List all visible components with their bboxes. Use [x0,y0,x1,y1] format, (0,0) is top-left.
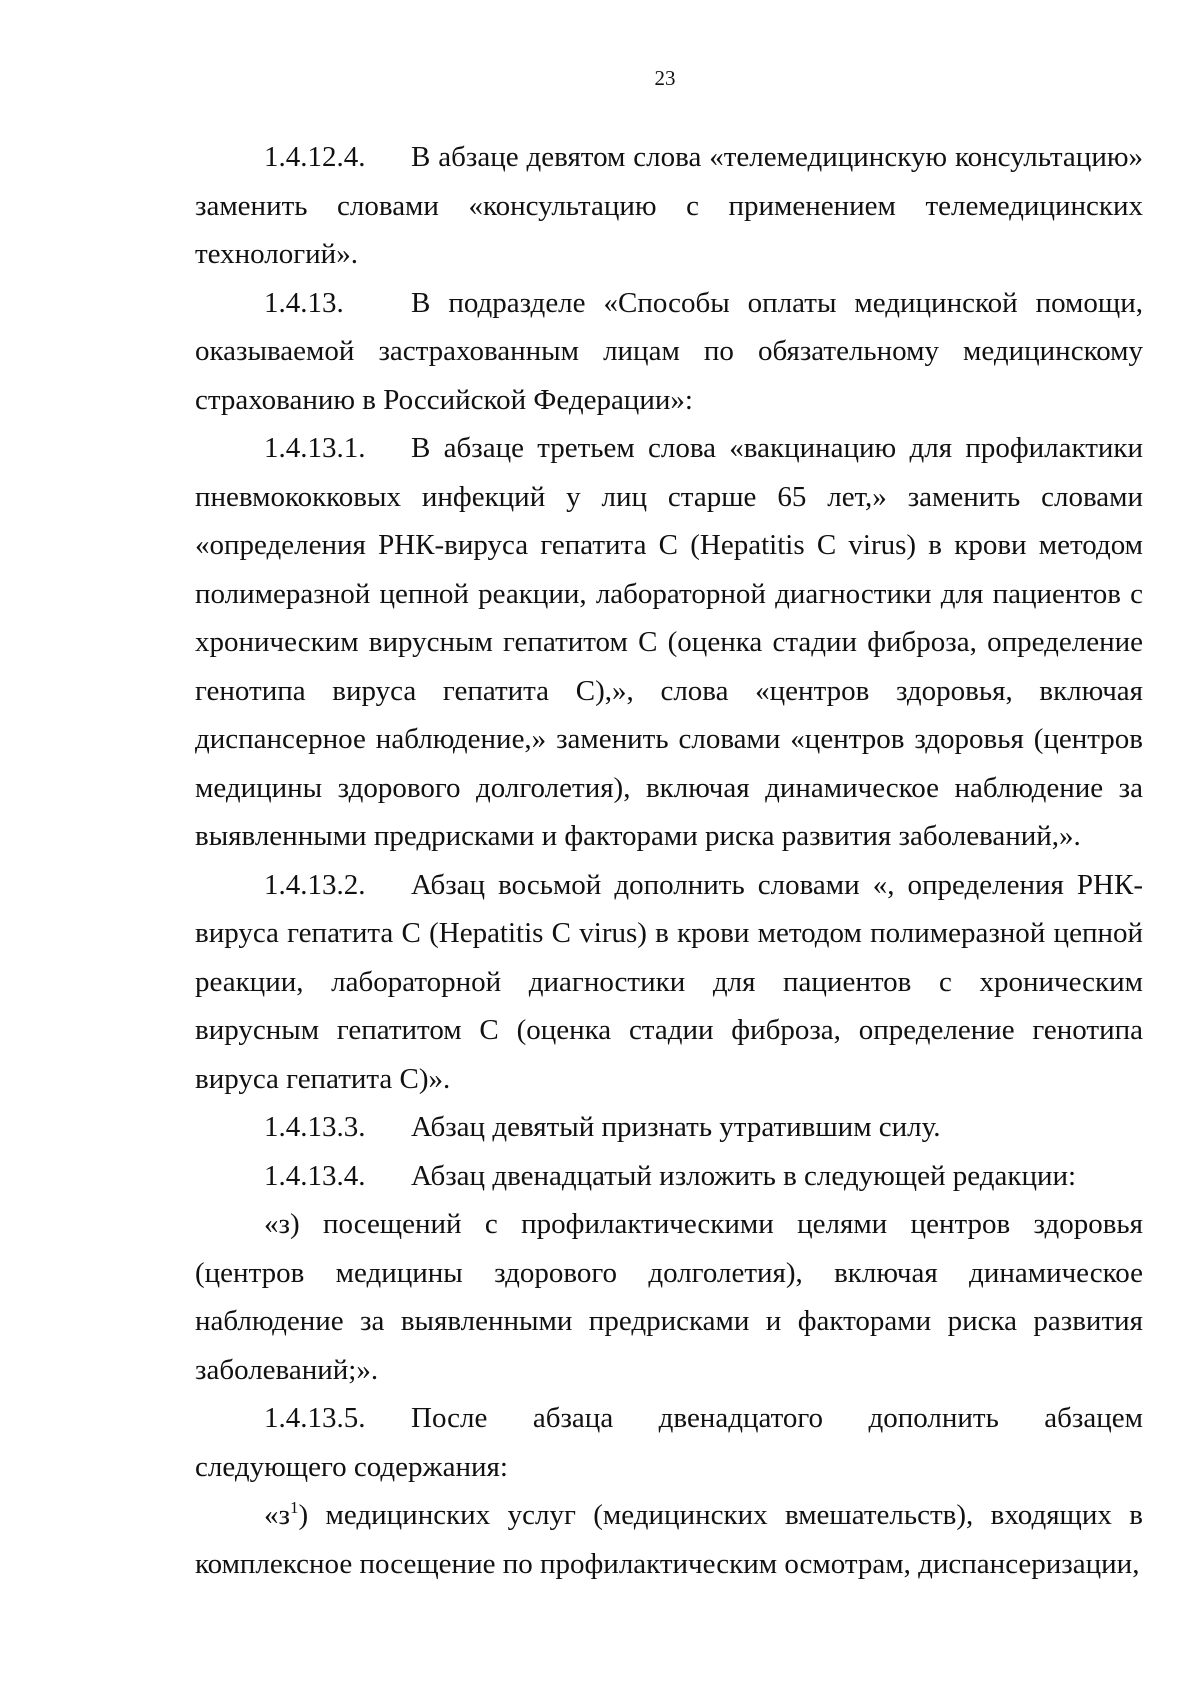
clause-number: 1.4.13.3. [264,1111,366,1143]
paragraph-text: ) медицинских услуг (медицинских вмешательств), входящих в комплексное посещение по профилактическим осмотрам, диспансеризации, [195,1499,1143,1580]
paragraph-text: После абзаца двенадцатого дополнить абзацем следующего содержания: [195,1402,1143,1483]
paragraph-1-4-13 [195,279,1143,425]
superscript: 1 [289,1498,299,1517]
clause-number: 1.4.12.4. [264,141,366,173]
paragraph-1-4-13-3 [195,1103,1143,1152]
paragraph-1-4-13-2 [195,861,1143,1104]
paragraph-text: В подразделе «Способы оплаты медицинской помощи, оказываемой застрахованным лицам по обязательному медицинскому страхованию в Российской Федерации»: [195,286,1143,416]
paragraph-1-4-13-4 [195,1152,1143,1201]
paragraph-text: Абзац восьмой дополнить словами «, определения РНК-вируса гепатита С (Hepatitis C virus) в крови методом полимеразной цепной реакции, лабораторной диагностики для пациентов с хроническим вирусным гепатитом С (оценка стадии фиброза, определение генотипа вируса гепатита С)». [195,868,1143,1095]
page-number: 23 [654,66,676,90]
paragraph-text: В абзаце третьем слова «вакцинацию для профилактики пневмококковых инфекций у лиц старше 65 лет,» заменить словами «определения РНК-вируса гепатита С (Hepatitis C virus) в крови методом полимеразной цепной реакции, лабораторной диагностики для пациентов с хроническим вирусным гепатитом С (оценка стадии фиброза, определение генотипа вируса гепатита С),», слова «центров здоровья, включая диспансерное наблюдение,» заменить словами «центров здоровья (центров медицины здорового долголетия), включая динамическое наблюдение за выявленными предрисками и факторами риска развития заболеваний,». [195,432,1143,852]
paragraph-1-4-13-5 [195,1394,1143,1491]
clause-number: 1.4.13.2. [264,868,366,901]
paragraph-text: В абзаце девятом слова «телемедицинскую консультацию» заменить словами «консультацию с применением телемедицинских технологий». [195,141,1143,270]
paragraph-quote-z1 [195,1491,1143,1588]
clause-number: 1.4.13.5. [264,1402,366,1434]
document-body [195,133,1143,1588]
clause-number: 1.4.13.4. [264,1159,366,1192]
paragraph-1-4-13-1 [195,424,1143,861]
paragraph-text: Абзац девятый признать утратившим силу. [411,1111,941,1143]
paragraph-1-4-12-4 [195,133,1143,279]
clause-number: 1.4.13.1. [264,432,366,464]
paragraph-quote-z [195,1200,1143,1394]
paragraph-text: Абзац двенадцатый изложить в следующей редакции: [411,1159,1077,1192]
paragraph-text: «з) посещений с профилактическими целями центров здоровья (центров медицины здорового долголетия), включая динамическое наблюдение за выявленными предрисками и факторами риска развития заболеваний;». [195,1208,1143,1386]
clause-number: 1.4.13. [264,286,344,319]
quote-prefix: «з [264,1499,290,1531]
